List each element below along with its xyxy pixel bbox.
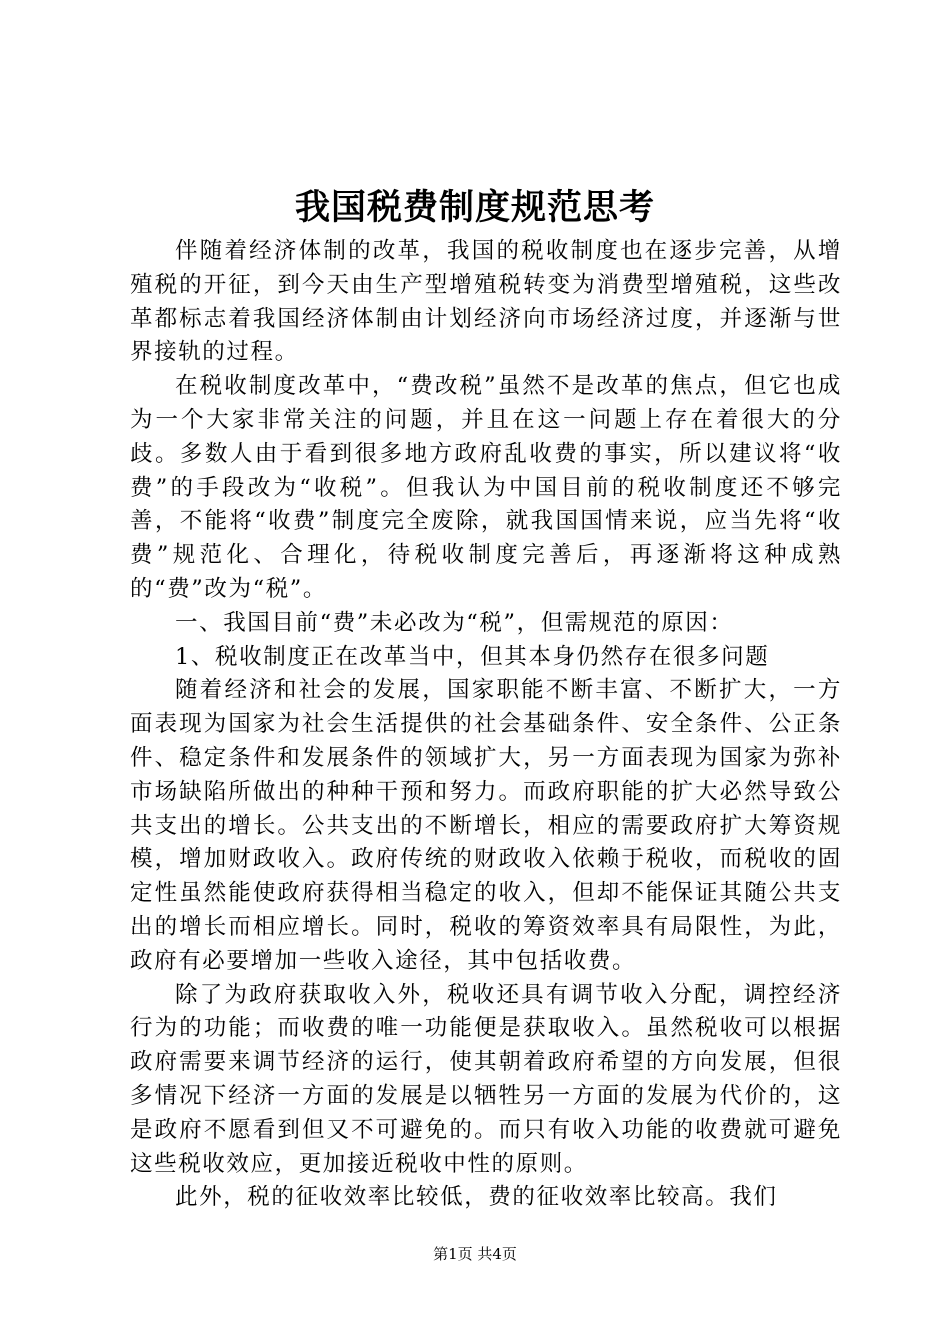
- paragraph-intro: 伴随着经济体制的改革，我国的税收制度也在逐步完善，从增殖税的开征，到今天由生产型增殖税转变为消费型增殖税，这些改革都标志着我国经济体制由计划经济向市场经济过度，并逐渐与世界接轨的过程。: [130, 238, 842, 366]
- paragraph-tax-functions: 除了为政府获取收入外，税收还具有调节收入分配，调控经济行为的功能；而收费的唯一功能便是获取收入。虽然税收可以根据政府需要来调节经济的运行，使其朝着政府希望的方向发展，但很多情况下经济一方面的发展是以牺牲另一方面的发展为代价的，这是政府不愿看到但又不可避免的。而只有收入功能的收费就可避免这些税收效应，更加接近税收中性的原则。: [130, 981, 842, 1177]
- page-footer: 第1页 共4页: [433, 1245, 517, 1263]
- paragraph-fee-to-tax: 在税收制度改革中，“费改税”虽然不是改革的焦点，但它也成为一个大家非常关注的问题，并且在这一问题上存在着很大的分歧。多数人由于看到很多地方政府乱收费的事实，所以建议将“收费”的手段改为“收税”。但我认为中国目前的税收制度还不够完善，不能将“收费”制度完全废除，就我国国情来说，应当先将“收费”规范化、合理化，待税收制度完善后，再逐渐将这种成熟的“费”改为“税”。: [130, 373, 842, 602]
- section-heading-1: 一、我国目前“费”未必改为“税”，但需规范的原因：: [175, 609, 734, 636]
- paragraph-efficiency: 此外，税的征收效率比较低，费的征收效率比较高。我们: [175, 1184, 778, 1211]
- paragraph-state-functions: 随着经济和社会的发展，国家职能不断丰富、不断扩大，一方面表现为国家为社会生活提供的社会基础条件、安全条件、公正条件、稳定条件和发展条件的领域扩大，另一方面表现为国家为弥补市场缺陷所做出的种种干预和努力。而政府职能的扩大必然导致公共支出的增长。公共支出的不断增长，相应的需要政府扩大筹资规模，增加财政收入。政府传统的财政收入依赖于税收，而税收的固定性虽然能使政府获得相当稳定的收入，但却不能保证其随公共支出的增长而相应增长。同时，税收的筹资效率具有局限性，为此，政府有必要增加一些收入途径，其中包括收费。: [130, 677, 842, 974]
- document-body: [130, 235, 842, 1215]
- subsection-heading-1-1: 1、税收制度正在改革当中，但其本身仍然存在很多问题: [175, 643, 770, 670]
- document-title: 我国税费制度规范思考: [294, 187, 655, 228]
